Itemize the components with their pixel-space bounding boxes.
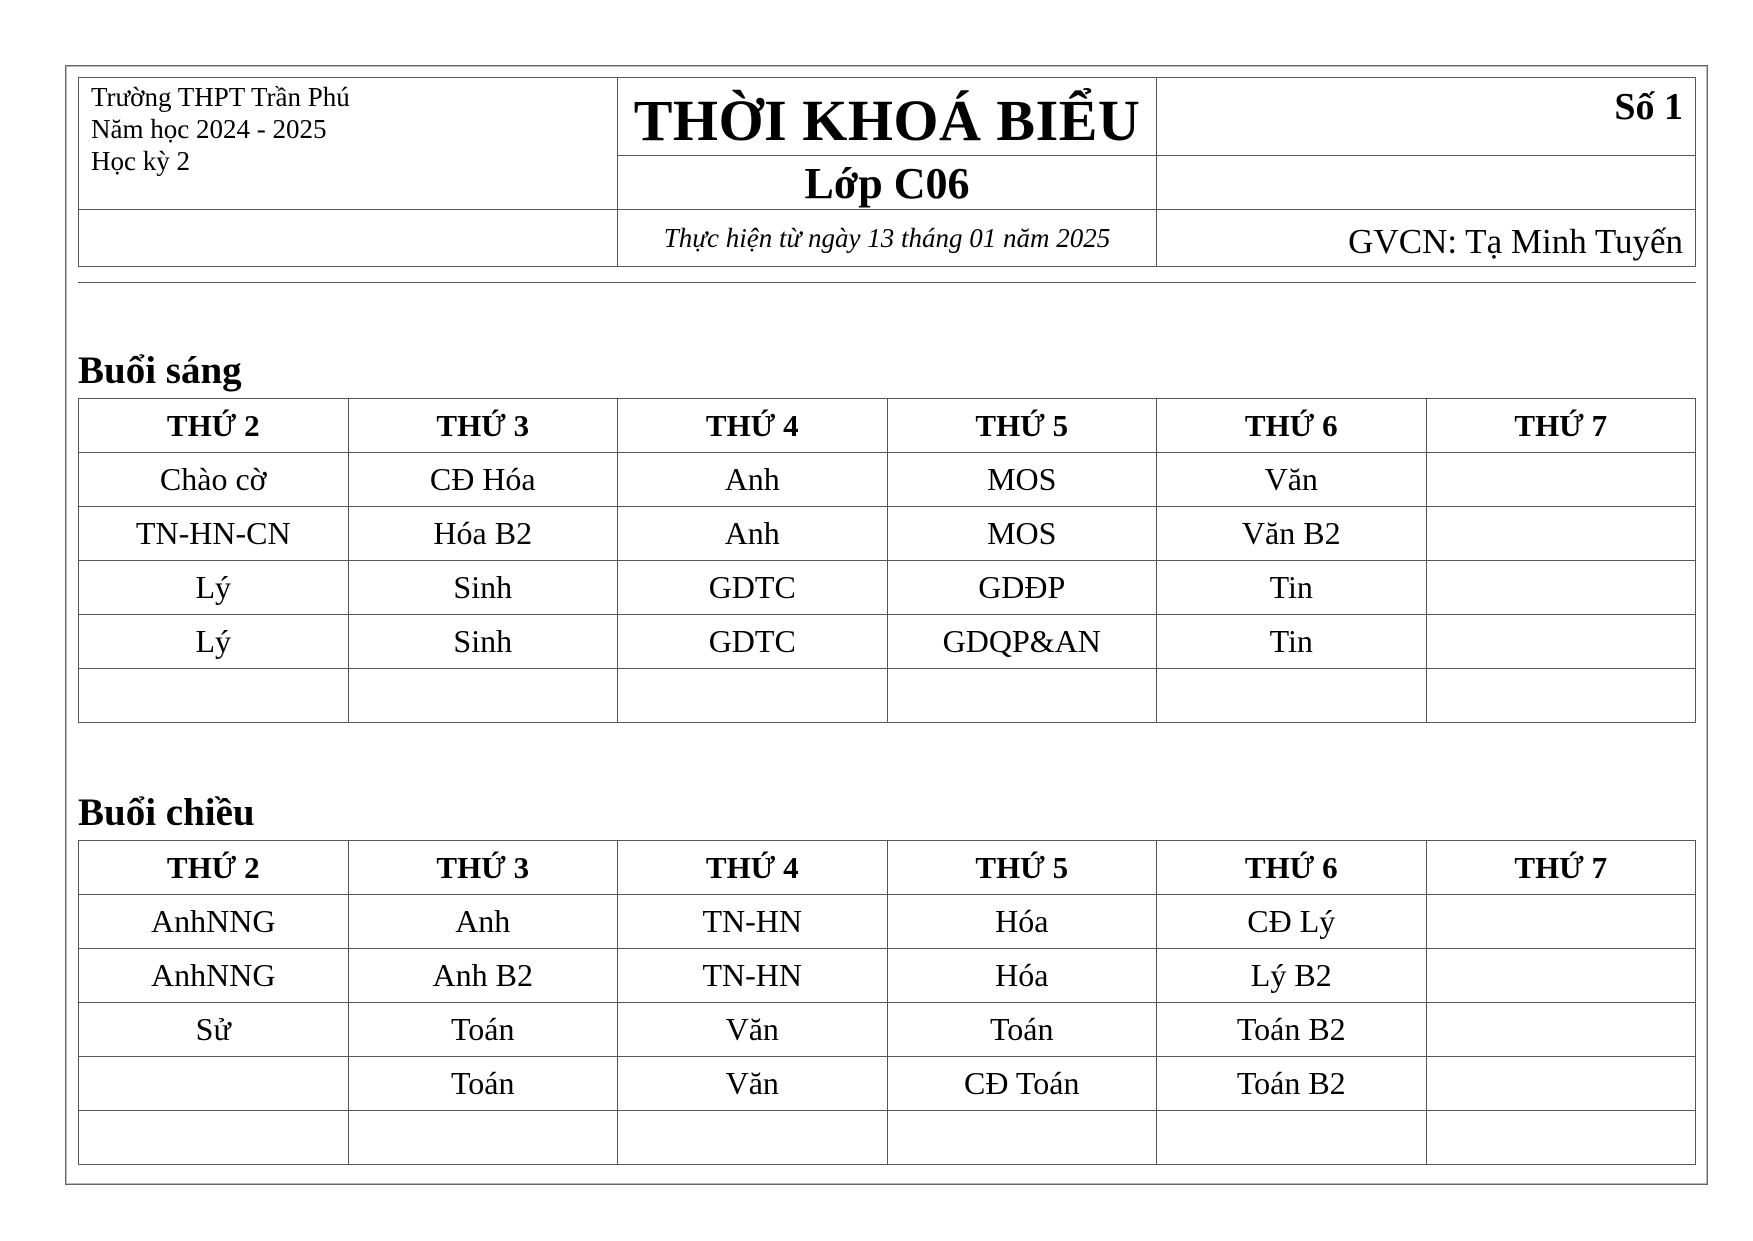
subject-cell: AnhNNG	[79, 949, 349, 1003]
table-row	[79, 507, 1696, 561]
subject-cell	[1426, 949, 1696, 1003]
day-header: THỨ 2	[79, 841, 349, 895]
page-title: THỜI KHOÁ BIỂU	[633, 88, 1141, 153]
morning-title: Buổi sáng	[78, 349, 242, 392]
document-info	[1157, 78, 1695, 266]
subject-cell: GDQP&AN	[887, 615, 1157, 669]
day-header: THỨ 3	[348, 841, 618, 895]
subject-cell: Văn	[618, 1057, 888, 1111]
table-row	[79, 561, 1696, 615]
subject-cell	[1426, 615, 1696, 669]
subject-cell: Anh	[618, 507, 888, 561]
subject-cell: Sử	[79, 1003, 349, 1057]
subject-cell: Toán B2	[1157, 1003, 1427, 1057]
subject-cell: MOS	[887, 453, 1157, 507]
subject-cell: Sinh	[348, 615, 618, 669]
subject-cell: Chào cờ	[79, 453, 349, 507]
day-header: THỨ 5	[887, 841, 1157, 895]
divider	[618, 209, 1156, 210]
subject-cell: Toán	[348, 1057, 618, 1111]
subject-cell: GDTC	[618, 615, 888, 669]
subject-cell	[1426, 507, 1696, 561]
subject-cell: TN-HN	[618, 895, 888, 949]
table-row	[79, 1057, 1696, 1111]
homeroom-teacher: GVCN: Tạ Minh Tuyến	[1348, 222, 1683, 261]
subject-cell	[79, 1111, 349, 1165]
school-year: Năm học 2024 - 2025	[91, 114, 327, 144]
subject-cell	[618, 669, 888, 723]
subject-cell: Toán	[887, 1003, 1157, 1057]
subject-cell	[887, 669, 1157, 723]
subject-cell: Văn	[1157, 453, 1427, 507]
subject-cell: Sinh	[348, 561, 618, 615]
subject-cell: TN-HN	[618, 949, 888, 1003]
day-header: THỨ 3	[348, 399, 618, 453]
table-header-row	[79, 841, 1696, 895]
subject-cell: CĐ Hóa	[348, 453, 618, 507]
table-row	[79, 669, 1696, 723]
day-header: THỨ 6	[1157, 399, 1427, 453]
document-number: Số 1	[1614, 86, 1683, 128]
class-label: Lớp C06	[804, 159, 970, 208]
school-info	[79, 78, 618, 266]
subject-cell	[1426, 1111, 1696, 1165]
table-header-row	[79, 399, 1696, 453]
subject-cell: Toán	[348, 1003, 618, 1057]
subject-cell: Lý B2	[1157, 949, 1427, 1003]
afternoon-title: Buổi chiều	[78, 791, 255, 834]
subject-cell: MOS	[887, 507, 1157, 561]
subject-cell	[1157, 669, 1427, 723]
subject-cell: CĐ Lý	[1157, 895, 1427, 949]
subject-cell	[1426, 1003, 1696, 1057]
subject-cell	[1157, 1111, 1427, 1165]
subject-cell	[1426, 669, 1696, 723]
morning-timetable	[78, 398, 1696, 723]
subject-cell: Anh	[348, 895, 618, 949]
table-row	[79, 615, 1696, 669]
divider	[1157, 155, 1695, 156]
subject-cell: Tin	[1157, 561, 1427, 615]
subject-cell: Văn	[618, 1003, 888, 1057]
subject-cell: Lý	[79, 615, 349, 669]
subject-cell: AnhNNG	[79, 895, 349, 949]
day-header: THỨ 4	[618, 399, 888, 453]
subject-cell: Anh B2	[348, 949, 618, 1003]
day-header: THỨ 7	[1426, 399, 1696, 453]
divider	[618, 155, 1156, 156]
day-header: THỨ 5	[887, 399, 1157, 453]
subject-cell	[618, 1111, 888, 1165]
subject-cell: Lý	[79, 561, 349, 615]
subject-cell	[1426, 561, 1696, 615]
subject-cell: GDTC	[618, 561, 888, 615]
table-row	[79, 895, 1696, 949]
subject-cell: CĐ Toán	[887, 1057, 1157, 1111]
subject-cell	[348, 1111, 618, 1165]
divider	[1157, 209, 1695, 210]
subject-cell	[887, 1111, 1157, 1165]
divider	[79, 209, 617, 210]
subject-cell	[1426, 895, 1696, 949]
subject-cell	[1426, 1057, 1696, 1111]
day-header: THỨ 4	[618, 841, 888, 895]
day-header: THỨ 6	[1157, 841, 1427, 895]
day-header: THỨ 2	[79, 399, 349, 453]
school-name: Trường THPT Trần Phú	[91, 82, 350, 112]
day-header: THỨ 7	[1426, 841, 1696, 895]
subject-cell: Toán B2	[1157, 1057, 1427, 1111]
subject-cell: Hóa	[887, 949, 1157, 1003]
title-block	[618, 78, 1157, 266]
subject-cell: Hóa B2	[348, 507, 618, 561]
subject-cell: Tin	[1157, 615, 1427, 669]
subject-cell	[348, 669, 618, 723]
subject-cell: TN-HN-CN	[79, 507, 349, 561]
subject-cell: Anh	[618, 453, 888, 507]
subject-cell: Hóa	[887, 895, 1157, 949]
subject-cell: GDĐP	[887, 561, 1157, 615]
header-separator	[78, 282, 1696, 283]
subject-cell	[79, 669, 349, 723]
subject-cell	[79, 1057, 349, 1111]
semester: Học kỳ 2	[91, 146, 190, 176]
subject-cell	[1426, 453, 1696, 507]
afternoon-timetable	[78, 840, 1696, 1165]
table-row	[79, 949, 1696, 1003]
table-row	[79, 453, 1696, 507]
effective-date: Thực hiện từ ngày 13 tháng 01 năm 2025	[663, 223, 1111, 253]
table-row	[79, 1111, 1696, 1165]
subject-cell: Văn B2	[1157, 507, 1427, 561]
table-row	[79, 1003, 1696, 1057]
header-block	[78, 77, 1696, 267]
